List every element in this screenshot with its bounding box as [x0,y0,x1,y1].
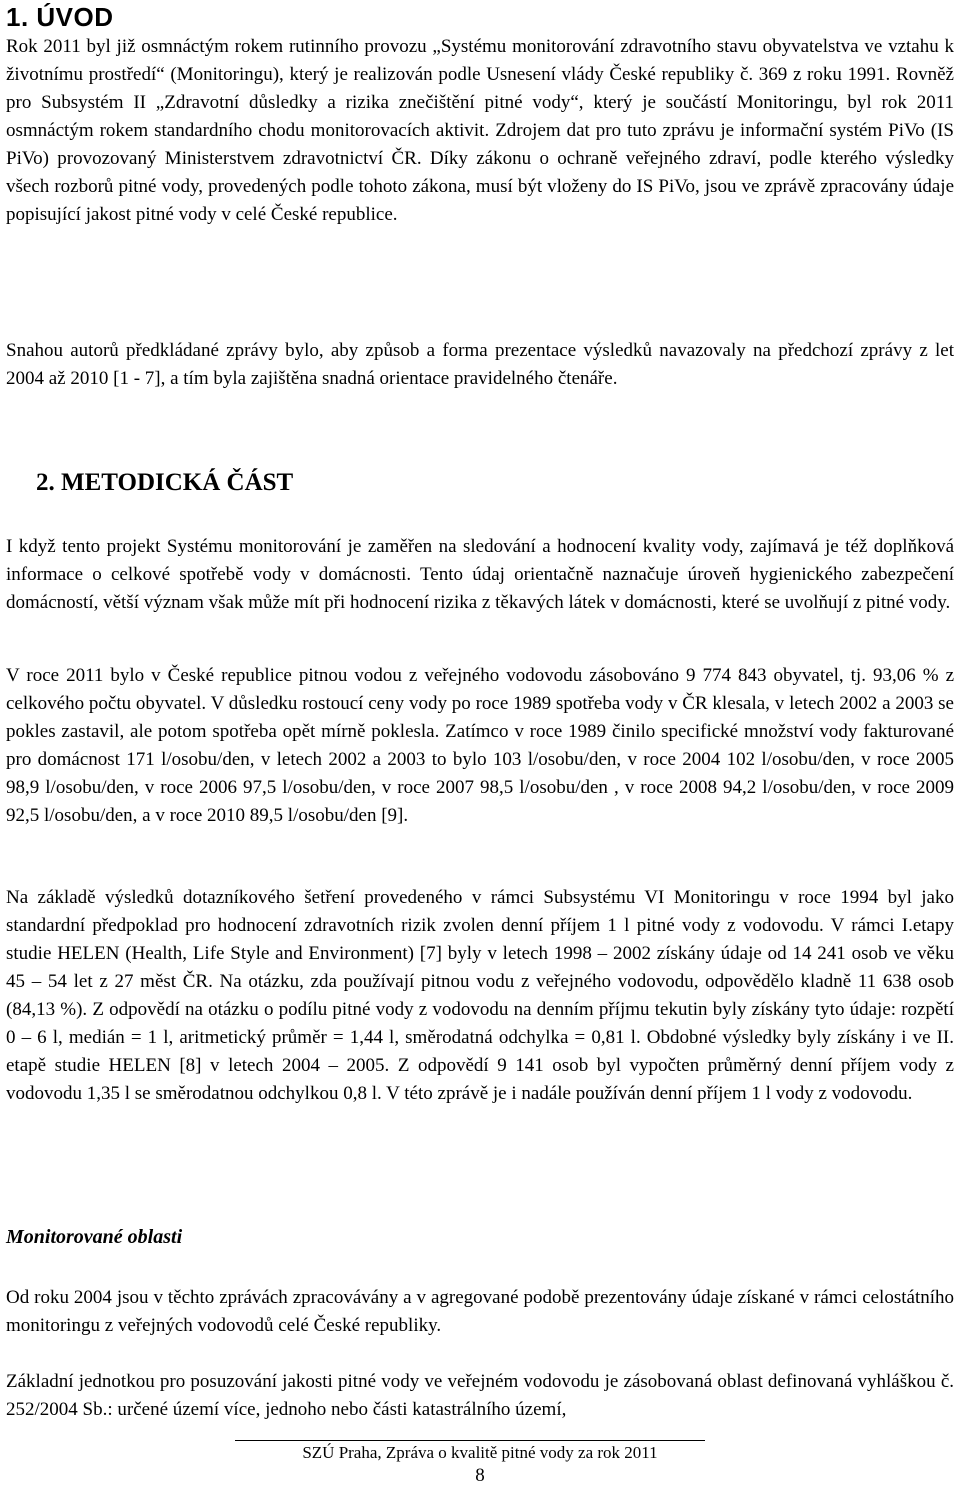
subsection-heading-monitorovane-oblasti: Monitorované oblasti [6,1226,183,1248]
paragraph-supply-area-definition: Základní jednotkou pro posuzování jakosti pitné vody ve veřejném vodovodu je zásobovaná oblast definovaná vyhláškou č. 252/2004 Sb.: určené území více, jednoho nebo části katastrálního území, [6,1371,954,1420]
paragraph-authors-aim: Snahou autorů předkládané zprávy bylo, aby způsob a forma prezentace výsledků navazovaly na předchozí zprávy z let 2004 až 2010 [1 - 7], a tím byla zajištěna snadná orientace pravidelného čtenáře. [6,340,954,389]
footer-divider [235,1440,705,1441]
page-number: 8 [475,1465,485,1486]
footer-text: SZÚ Praha, Zpráva o kvalitě pitné vody za rok 2011 [302,1443,658,1462]
paragraph-intro: Rok 2011 byl již osmnáctým rokem rutinního provozu „Systému monitorování zdravotního stavu obyvatelstva ve vztahu k životnímu prostředí“ (Monitoringu), který je realizován podle Usnesení vlády České republiky č. 369 z roku 1991. Rovněž pro Subsystém II „Zdravotní důsledky a rizika znečištění pitné vody“, který je součástí Monitoringu, byl rok 2011 osmnáctým rokem standardního chodu monitorovacích aktivit. Zdrojem dat pro tuto zprávu je informační systém PiVo (IS PiVo) provozovaný Ministerstvem zdravotnictví ČR. Díky zákonu o ochraně veřejného zdraví, podle kterého výsledky všech rozborů pitné vody, provedených podle tohoto zákona, musí být vloženy do IS PiVo, jsou ve zprávě zpracovány údaje popisující jakost pitné vody v celé České republice. [6,36,954,225]
paragraph-water-consumption-intro: I když tento projekt Systému monitorování je zaměřen na sledování a hodnocení kvality vody, zajímavá je též doplňková informace o celkové spotřebě vody v domácnosti. Tento údaj orientačně naznačuje úroveň hygienického zabezpečení domácností, větší význam však může mít při hodnocení rizika z těkavých látek v domácnosti, které se uvolňují z pitné vody. [6,536,954,613]
paragraph-water-supply-2011: V roce 2011 bylo v České republice pitnou vodou z veřejného vodovodu zásobováno 9 774 843 obyvatel, tj. 93,06 % z celkového počtu obyvatel. V důsledku rostoucí ceny vody po roce 1989 spotřeba vody v ČR klesala, v letech 2002 a 2003 se pokles zastavil, ale potom spotřeba opět mírně poklesla. Zatímco v roce 1989 činilo specifické množství vody fakturované pro domácnost 171 l/osobu/den, v letech 2002 a 2003 to bylo 103 l/osobu/den, v roce 2004 102 l/osobu/den, v roce 2005 98,9 l/osobu/den, v roce 2006 97,5 l/osobu/den, v roce 2007 98,5 l/osobu/den , v roce 2008 94,2 l/osobu/den, v roce 2009 92,5 l/osobu/den, a v roce 2010 89,5 l/osobu/den [9]. [6,665,954,826]
paragraph-aggregated-data: Od roku 2004 jsou v těchto zprávách zpracovávány a v agregované podobě prezentovány údaje získané v rámci celostátního monitoringu z veřejných vodovodů celé České republiky. [6,1287,954,1336]
paragraph-helen-study: Na základě výsledků dotazníkového šetření provedeného v rámci Subsystému VI Monitoringu v roce 1994 byl jako standardní předpoklad pro hodnocení zdravotních rizik zvolen denní příjem 1 l pitné vody z vodovodu. V rámci I.etapy studie HELEN (Health, Life Style and Environment) [7] byly v letech 1998 – 2002 získány údaje od 14 241 osob ve věku 45 – 54 let z 27 měst ČR. Na otázku, zda používají pitnou vodu z veřejného vodovodu, odpovědělo kladně 11 638 osob (84,13 %). Z odpovědí na otázku o podílu pitné vody z vodovodu na denním příjmu tekutin byly získány tyto údaje: rozpětí 0 – 6 l, medián = 1 l, aritmetický průměr = 1,44 l, směrodatná odchylka = 0,81 l. Obdobné výsledky byly získány i ve II. etapě studie HELEN [8] v letech 2004 – 2005. Z odpovědí 9 141 osob byl vypočten průměrný denní příjem vody z vodovodu 1,35 l se směrodatnou odchylkou 0,8 l. V této zprávě je i nadále používán denní příjem 1 l vody z vodovodu. [6,887,954,1104]
section-heading-metodicka: 2. METODICKÁ ČÁST [36,469,294,496]
section-heading-uvod: 1. ÚVOD [6,2,114,32]
